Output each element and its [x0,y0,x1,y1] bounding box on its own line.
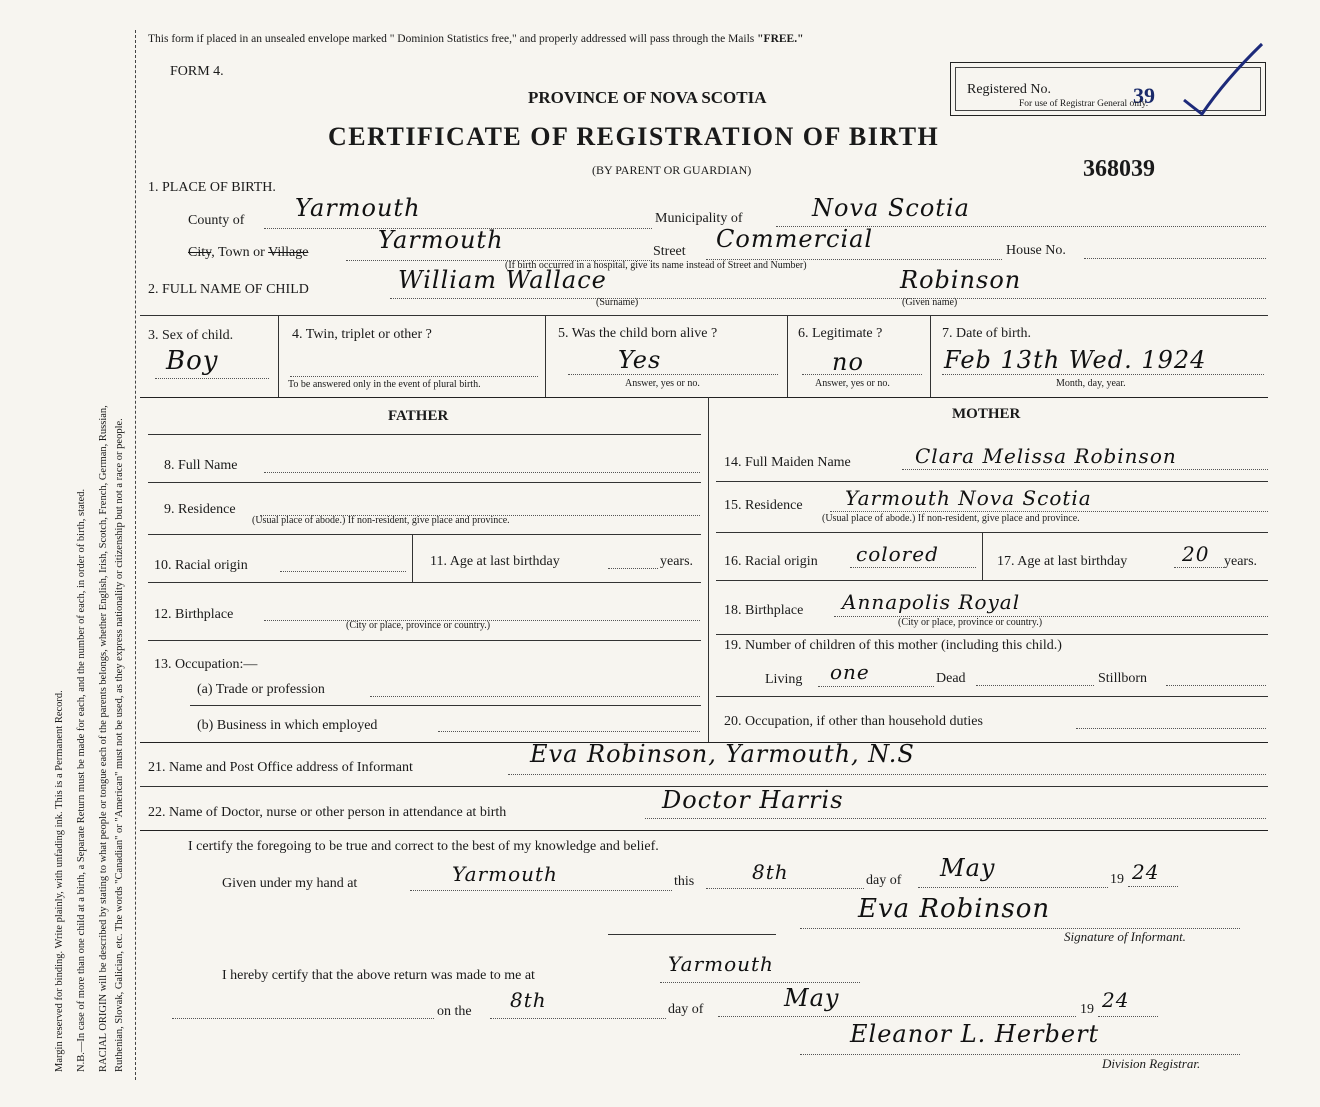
given-month-value: May [940,854,996,882]
hospital-note: (If birth occurred in a hospital, give its name instead of Street and Number) [505,260,807,271]
mail-note: This form if placed in an unsealed envelope marked " Dominion Statistics free," and properly addressed will pass through the Mails "FREE." [148,33,804,45]
place-of-birth-heading: 1. PLACE OF BIRTH. [148,180,276,195]
registrar-year-value: 24 [1102,988,1130,1012]
father-birthplace-label: 12. Birthplace [154,607,234,622]
father-residence-label: 9. Residence [164,502,236,517]
father-racial-label: 10. Racial origin [154,558,248,573]
given-under-hand-label: Given under my hand at [222,876,358,891]
page-title: CERTIFICATE OF REGISTRATION OF BIRTH [328,122,940,151]
living-value: one [830,660,870,684]
stillborn-label: Stillborn [1098,671,1148,686]
mother-occupation-label: 20. Occupation, if other than household duties [724,714,983,729]
parents-divider [708,397,709,742]
registrar-statement: I hereby certify that the above return was made to me at [222,968,535,983]
legitimate-value: no [832,348,864,376]
mother-residence-label: 15. Residence [724,498,803,513]
margin-note-racial-origin-cont: Ruthenian, Slovak, Galician, etc. The words "Canadian" or "American" must not be used, as they express nationality or citizenship but not a race or people. [114,418,125,1072]
mother-age-label: 17. Age at last birthday [997,554,1128,569]
mother-maiden-label: 14. Full Maiden Name [724,455,851,470]
municipality-label: Municipality of [655,211,743,226]
father-trade-label: (a) Trade or profession [197,682,325,697]
margin-note-binding: Margin reserved for binding. Write plainly, with unfading ink. This is a Permanent Record. [54,690,65,1072]
legitimate-note: Answer, yes or no. [815,378,890,389]
county-value: Yarmouth [295,194,421,222]
mother-racial-value: colored [856,542,939,566]
registrar-month-value: May [784,984,840,1012]
date-of-birth-value: Feb 13th Wed. 1924 [944,346,1207,374]
father-occupation-label: 13. Occupation:— [154,657,258,672]
page-subtitle: (BY PARENT OR GUARDIAN) [592,163,752,177]
form-number: FORM 4. [170,64,224,79]
street-label: Street [653,244,686,259]
surname-caption: (Surname) [596,297,639,308]
registrar-use-note: For use of Registrar General only. [1019,99,1149,109]
born-alive-label: 5. Was the child born alive ? [558,326,718,341]
given-year-prefix: 19 [1110,872,1124,887]
mother-residence-value: Yarmouth Nova Scotia [845,486,1092,510]
sex-label: 3. Sex of child. [148,328,234,343]
mother-birthplace-note: (City or place, province or country.) [898,617,1043,628]
legitimate-label: 6. Legitimate ? [798,326,883,341]
father-residence-note: (Usual place of abode.) If non-resident, give place and province. [252,515,510,526]
informant-value: Eva Robinson, Yarmouth, N.S [530,740,915,768]
mother-birthplace-value: Annapolis Royal [842,590,1021,614]
binding-margin-line [135,30,136,1080]
mother-age-value: 20 [1182,542,1210,566]
mother-residence-note: (Usual place of abode.) If non-resident, give place and province. [822,513,1080,524]
doctor-label: 22. Name of Doctor, nurse or other person in attendance at birth [148,805,507,820]
father-business-label: (b) Business in which employed [197,718,378,733]
child-given-names: William Wallace [398,266,607,294]
municipality-value: Nova Scotia [812,194,970,222]
registrar-signature-caption: Division Registrar. [1102,1056,1201,1071]
twin-label: 4. Twin, triplet or other ? [292,327,432,342]
informant-signature: Eva Robinson [858,894,1051,924]
given-name-caption: (Given name) [902,297,958,308]
registrar-day-value: 8th [510,988,547,1012]
certify-statement: I certify the foregoing to be true and correct to the best of my knowledge and belief. [188,839,659,854]
registrar-year-prefix: 19 [1080,1002,1094,1017]
informant-signature-caption: Signature of Informant. [1064,929,1186,944]
mother-maiden-value: Clara Melissa Robinson [915,444,1177,468]
sex-value: Boy [166,346,219,376]
mother-heading: MOTHER [952,406,1021,422]
registrar-place-value: Yarmouth [668,952,774,976]
checkmark-icon [1180,40,1270,120]
date-of-birth-note: Month, day, year. [1056,378,1126,389]
doctor-value: Doctor Harris [662,786,844,814]
mother-racial-label: 16. Racial origin [724,554,818,569]
margin-note-racial-origin: RACIAL ORIGIN will be described by stating to what people or tongue each of the parents belongs, whether English, Irish, Scotch, French, German, Russian, [98,405,109,1072]
town-label: City, Town or Village [188,245,309,260]
informant-label: 21. Name and Post Office address of Informant [148,760,413,775]
town-value: Yarmouth [378,226,504,254]
county-label: County of [188,213,245,228]
date-of-birth-label: 7. Date of birth. [942,326,1032,341]
margin-note-multiple-births: N.B.—In case of more than one child at a birth, a Separate Return must be made for each, and the number of each, in order of birth, stated. [76,488,87,1072]
living-label: Living [765,672,803,687]
registered-value: 39 [1133,83,1155,108]
children-count-label: 19. Number of children of this mother (including this child.) [724,638,1062,653]
registered-label: Registered No. [967,82,1051,97]
father-years-label: years. [660,554,694,569]
child-surname: Robinson [900,266,1022,294]
day-of-label: day of [866,873,902,888]
born-alive-note: Answer, yes or no. [625,378,700,389]
registrar-day-of-label: day of [668,1002,704,1017]
certificate-number: 368039 [1083,156,1155,182]
given-place-value: Yarmouth [452,862,558,886]
father-heading: FATHER [388,408,449,424]
father-birthplace-note: (City or place, province or country.) [346,620,491,631]
father-full-name-label: 8. Full Name [164,458,238,473]
child-name-label: 2. FULL NAME OF CHILD [148,282,309,297]
father-age-label: 11. Age at last birthday [430,554,560,569]
on-the-label: on the [437,1004,472,1019]
dead-label: Dead [936,671,966,686]
registrar-signature: Eleanor L. Herbert [850,1020,1100,1048]
twin-note: To be answered only in the event of plural birth. [288,379,481,390]
given-year-value: 24 [1132,860,1160,884]
mother-birthplace-label: 18. Birthplace [724,603,804,618]
house-number-label: House No. [1006,243,1066,258]
given-day-value: 8th [752,860,789,884]
this-label: this [674,874,695,889]
street-value: Commercial [716,225,874,253]
mother-years-label: years. [1224,554,1258,569]
born-alive-value: Yes [618,346,662,374]
province-heading: PROVINCE OF NOVA SCOTIA [528,88,767,107]
